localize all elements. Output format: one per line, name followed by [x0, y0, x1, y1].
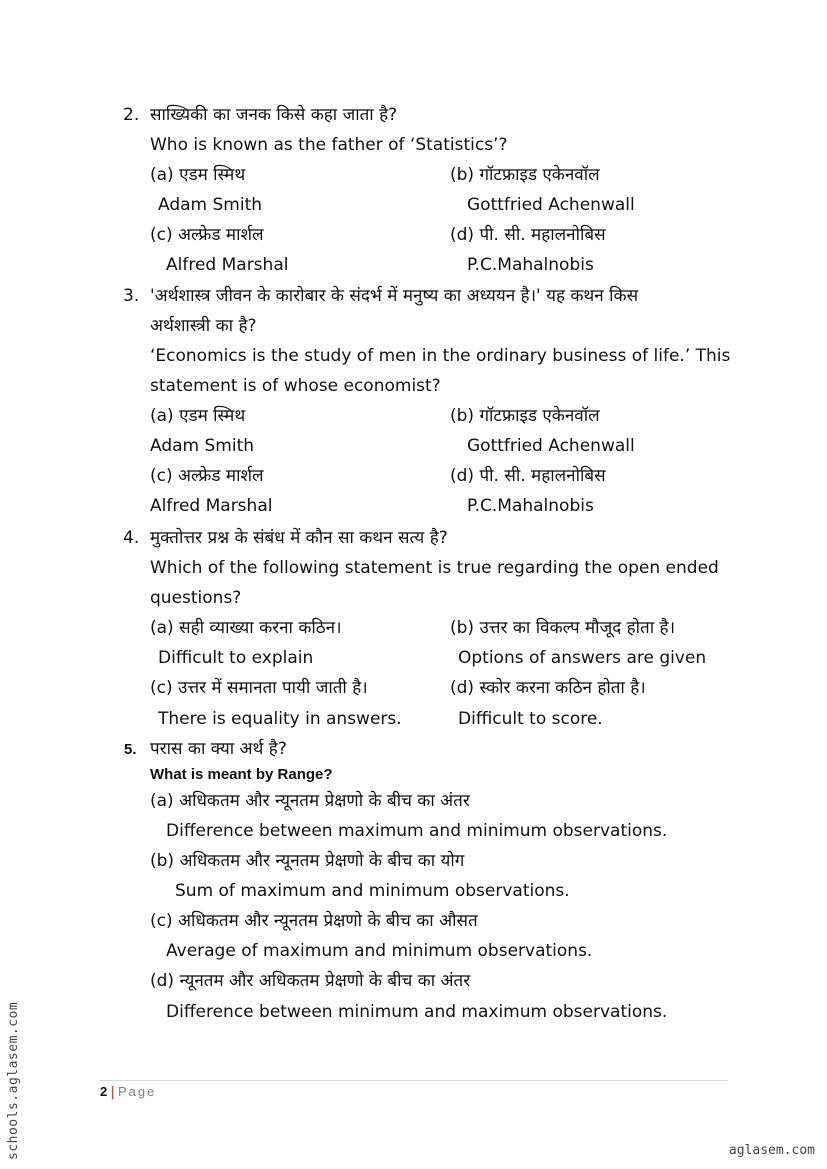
option-c-english: Average of maximum and minimum observations.	[166, 941, 593, 961]
option-c-hindi: (c) अल्फ्रेड मार्शल	[150, 466, 264, 486]
option-b-hindi: (b) गॉटफ्राइड एकेनवॉल	[450, 165, 600, 185]
question-text-hindi: साख्यिकी का जनक किसे कहा जाता है?	[150, 105, 398, 125]
option-a-english: Difference between maximum and minimum observations.	[166, 821, 668, 841]
option-b-hindi: (b) उत्तर का विकल्प मौजूद होता है।	[450, 618, 676, 638]
question-number: 2.	[123, 105, 140, 125]
option-c-hindi: (c) अधिकतम और न्यूनतम प्रेक्षणो के बीच का औसत	[150, 911, 478, 931]
option-a-english: Adam Smith	[158, 195, 263, 215]
option-d-hindi: (d) पी. सी. महालनोबिस	[450, 225, 606, 245]
question-number: 5.	[124, 741, 137, 758]
page-number: 2	[100, 1084, 108, 1099]
option-a-hindi: (a) एडम स्मिथ	[150, 165, 246, 185]
question-text-hindi: मुक्तोत्तर प्रश्न के संबंध में कौन सा कथन सत्य है?	[150, 528, 448, 548]
question-text-hindi: परास का क्या अर्थ है?	[150, 739, 287, 759]
question-number: 3.	[123, 286, 140, 306]
option-d-english: P.C.Mahalnobis	[467, 496, 594, 516]
option-c-english: Alfred Marshal	[166, 255, 289, 275]
option-d-hindi: (d) न्यूनतम और अधिकतम प्रेक्षणो के बीच का अंतर	[150, 971, 471, 991]
option-a-hindi: (a) अधिकतम और न्यूनतम प्रेक्षणो के बीच का अंतर	[150, 791, 470, 811]
question-text-english: Who is known as the father of ‘Statistics’?	[150, 135, 508, 155]
side-watermark: schools.aglasem.com	[6, 1001, 21, 1160]
question-text-hindi: 'अर्थशास्त्र जीवन के कारोबार के संदर्भ में मनुष्य का अध्ययन है।' यह कथन किस	[150, 286, 639, 306]
question-text-english-cont: questions?	[150, 588, 242, 608]
option-d-hindi: (d) पी. सी. महालनोबिस	[450, 466, 606, 486]
bottom-watermark: aglasem.com	[728, 1143, 815, 1158]
option-b-hindi: (b) गॉटफ्राइड एकेनवॉल	[450, 406, 600, 426]
question-text-english-cont: statement is of whose economist?	[150, 376, 441, 396]
option-c-english: There is equality in answers.	[158, 709, 402, 729]
option-b-english: Sum of maximum and minimum observations.	[175, 881, 570, 901]
option-c-english: Alfred Marshal	[150, 496, 273, 516]
option-a-hindi: (a) सही व्याख्या करना कठिन।	[150, 618, 342, 638]
option-b-english: Gottfried Achenwall	[467, 195, 635, 215]
question-text-english: Which of the following statement is true regarding the open ended	[150, 558, 719, 578]
page-label: Page	[117, 1084, 157, 1099]
option-b-hindi: (b) अधिकतम और न्यूनतम प्रेक्षणो के बीच का योग	[150, 851, 465, 871]
option-d-english: Difficult to score.	[458, 709, 603, 729]
option-a-english: Difficult to explain	[158, 648, 314, 668]
question-text-english: What is meant by Range?	[150, 766, 333, 783]
option-d-english: Difference between minimum and maximum observations.	[166, 1002, 668, 1022]
option-d-english: P.C.Mahalnobis	[467, 255, 594, 275]
option-c-hindi: (c) अल्फ्रेड मार्शल	[150, 225, 264, 245]
option-b-english: Gottfried Achenwall	[467, 436, 635, 456]
option-a-english: Adam Smith	[150, 436, 255, 456]
option-c-hindi: (c) उत्तर में समानता पायी जाती है।	[150, 678, 368, 698]
page-separator: |	[110, 1085, 115, 1100]
footer-divider	[100, 1080, 728, 1081]
option-b-english: Options of answers are given	[458, 648, 707, 668]
page-footer	[100, 1084, 156, 1101]
option-d-hindi: (d) स्कोर करना कठिन होता है।	[450, 678, 646, 698]
question-number: 4.	[123, 528, 140, 548]
option-a-hindi: (a) एडम स्मिथ	[150, 406, 246, 426]
question-text-english: ‘Economics is the study of men in the ordinary business of life.’ This	[150, 346, 731, 366]
question-text-hindi-cont: अर्थशास्त्री का है?	[150, 316, 257, 336]
